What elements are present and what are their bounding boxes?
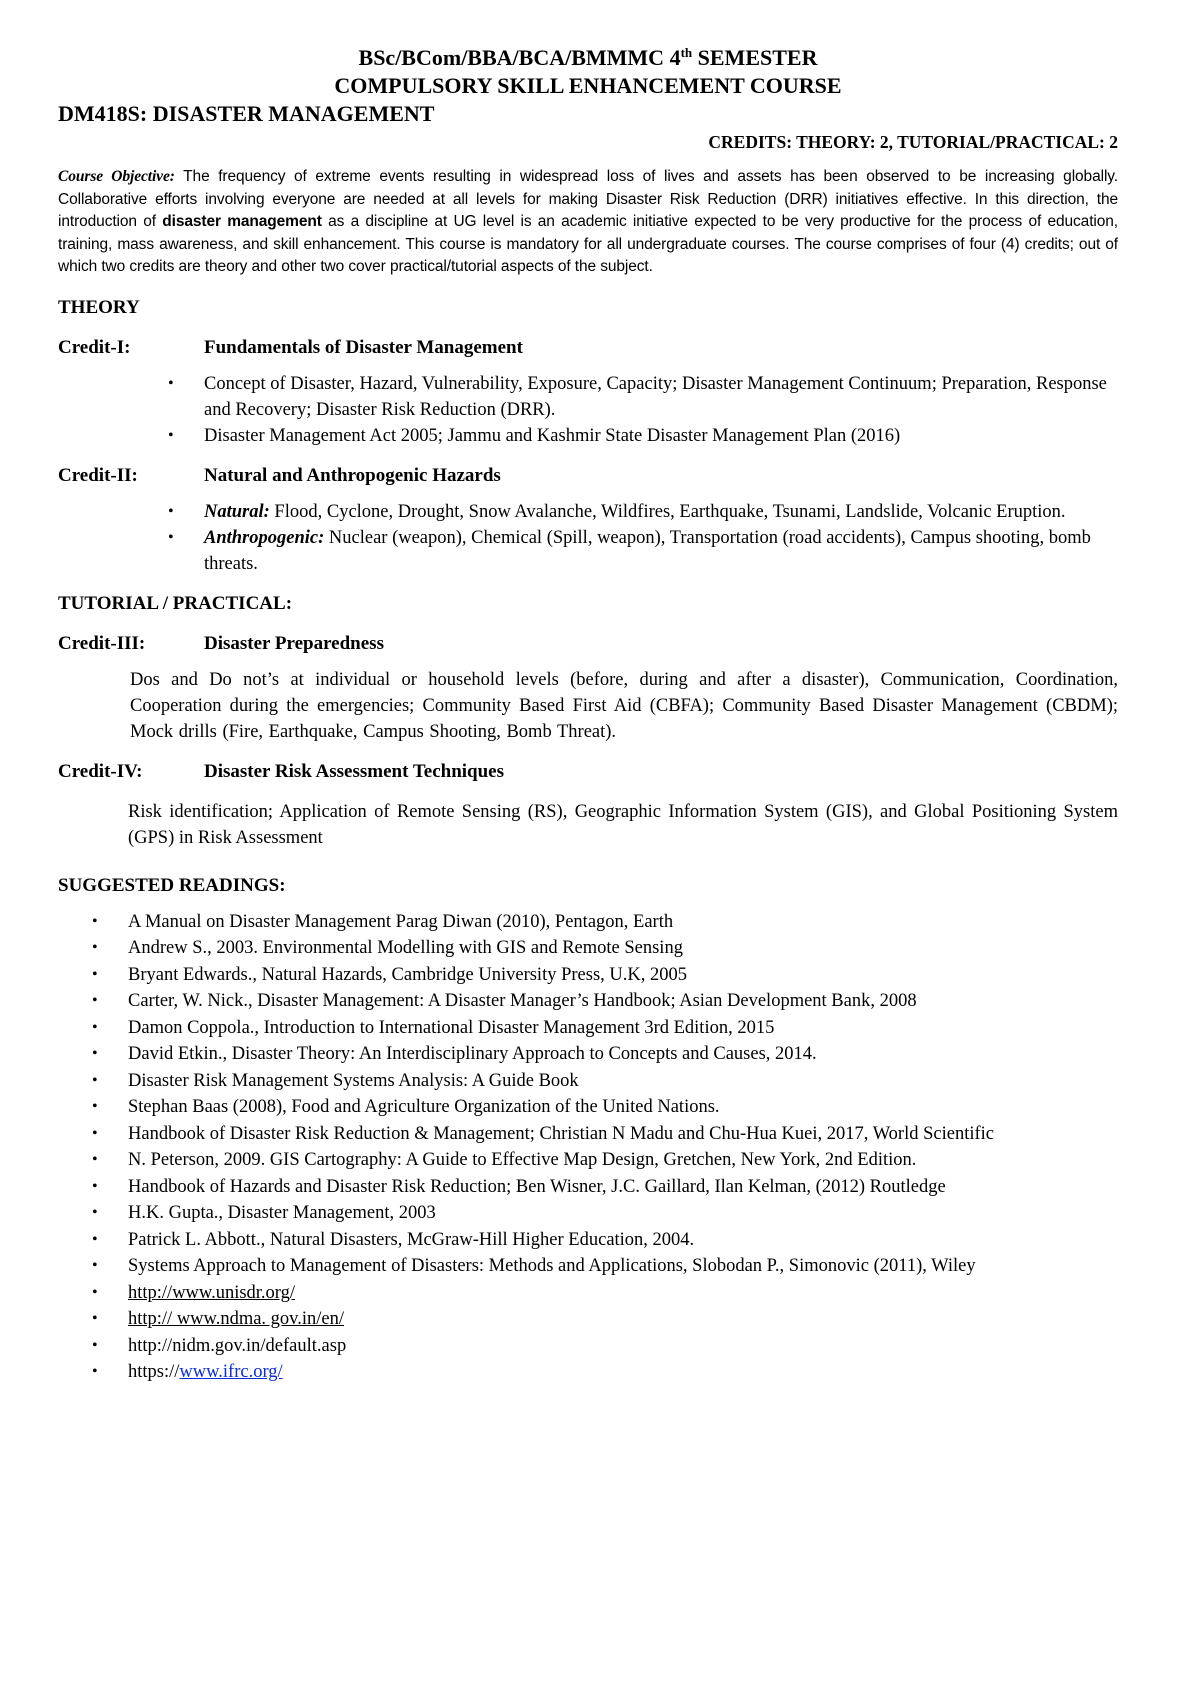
list-item bbox=[204, 525, 1118, 577]
document-page bbox=[58, 44, 1118, 1386]
credit-2-heading bbox=[58, 463, 1118, 489]
credit-4-text: Risk identification; Application of Remote Sensing (RS), Geographic Information System (GIS), and Global Positioning System (GPS) in Risk Assessment bbox=[128, 801, 1118, 848]
nidm-link-text[interactable]: http://nidm.gov.in/default.asp bbox=[128, 1335, 347, 1356]
credit-4-title: Disaster Risk Assessment Techniques bbox=[204, 760, 505, 782]
semester-heading bbox=[58, 44, 1118, 72]
course-objective-emphasis: disaster management bbox=[162, 213, 322, 230]
course-objective-text-2: as a discipline at UG level is an academic initiative expected to be very productive for the process of education, training, mass awareness, and skill enhancement. This course is mandatory for all undergraduate courses. The course comprises of four (4) credits; out of which two credits are theory and other two cover practical/tutorial aspects of the subject. bbox=[58, 213, 1118, 275]
credit-1-title: Fundamentals of Disaster Management bbox=[204, 336, 523, 358]
credit-2-title: Natural and Anthropogenic Hazards bbox=[204, 464, 501, 486]
readings-heading: SUGGESTED READINGS: bbox=[58, 874, 286, 896]
list-item: • Patrick L. Abbott., Natural Disasters, McGraw-Hill Higher Education, 2004. bbox=[128, 1227, 1118, 1254]
ifrc-prefix: https:// bbox=[128, 1362, 180, 1382]
semester-heading-text: BSc/BCom/BBA/BCA/BMMMC 4 bbox=[358, 45, 681, 70]
credits-line: CREDITS: THEORY: 2, TUTORIAL/PRACTICAL: 2 bbox=[708, 132, 1118, 152]
list-item: • Handbook of Disaster Risk Reduction & Management; Christian N Madu and Chu-Hua Kuei, 2017, World Scientific bbox=[128, 1121, 1118, 1148]
course-objective-text-1: The frequency of extreme events resulting in widespread loss of lives and assets has been observed to be increasing globally. Collaborative efforts involving everyone are needed at all levels for making Disaster Risk Reduction (DRR) initiatives effective. In this direction, the introduction of bbox=[58, 168, 1118, 230]
list-item: • Disaster Risk Management Systems Analysis: A Guide Book bbox=[128, 1068, 1118, 1095]
course-objective-label: Course Objective: bbox=[58, 168, 175, 185]
list-item: • Disaster Management Act 2005; Jammu and Kashmir State Disaster Management Plan (2016) bbox=[204, 423, 1118, 449]
list-item bbox=[204, 499, 1118, 525]
anthropogenic-text: Nuclear (weapon), Chemical (Spill, weapon), Transportation (road accidents), Campus shooting, bomb threats. bbox=[204, 527, 1091, 574]
natural-label: Natural: bbox=[204, 501, 270, 522]
credit-4-heading bbox=[58, 759, 1118, 785]
credit-1-heading bbox=[58, 335, 1118, 361]
list-item bbox=[128, 1280, 1118, 1307]
course-title: DM418S: DISASTER MANAGEMENT bbox=[58, 101, 435, 126]
list-item: • A Manual on Disaster Management Parag Diwan (2010), Pentagon, Earth bbox=[128, 909, 1118, 936]
unisdr-link[interactable]: http://www.unisdr.org/ bbox=[128, 1282, 296, 1303]
list-item: • Stephan Baas (2008), Food and Agriculture Organization of the United Nations. bbox=[128, 1094, 1118, 1121]
credit-4-label: Credit-IV: bbox=[58, 760, 143, 782]
list-item: • Andrew S., 2003. Environmental Modelling with GIS and Remote Sensing bbox=[128, 935, 1118, 962]
tutorial-heading: TUTORIAL / PRACTICAL: bbox=[58, 592, 293, 614]
credit-2-list bbox=[58, 499, 1118, 577]
semester-ordinal-suffix: th bbox=[680, 45, 693, 60]
credit-3-label: Credit-III: bbox=[58, 632, 146, 654]
ifrc-link[interactable]: www.ifrc.org/ bbox=[179, 1362, 283, 1382]
list-item: • David Etkin., Disaster Theory: An Interdisciplinary Approach to Concepts and Causes, 2014. bbox=[128, 1041, 1118, 1068]
natural-text: Flood, Cyclone, Drought, Snow Avalanche, Wildfires, Earthquake, Tsunami, Landslide, Volcanic Eruption. bbox=[269, 501, 1066, 522]
course-objective bbox=[58, 166, 1118, 279]
credit-1-label: Credit-I: bbox=[58, 336, 131, 358]
list-item: • N. Peterson, 2009. GIS Cartography: A Guide to Effective Map Design, Gretchen, New York, 2nd Edition. bbox=[128, 1147, 1118, 1174]
credit-2-label: Credit-II: bbox=[58, 464, 138, 486]
credit-3-heading bbox=[58, 631, 1118, 657]
credit-1-list bbox=[58, 371, 1118, 449]
list-item bbox=[128, 1306, 1118, 1333]
course-category-heading: COMPULSORY SKILL ENHANCEMENT COURSE bbox=[334, 73, 842, 98]
readings-list bbox=[58, 909, 1118, 1386]
list-item: • Systems Approach to Management of Disasters: Methods and Applications, Slobodan P., Simonovic (2011), Wiley bbox=[128, 1253, 1118, 1280]
credit-3-text: Dos and Do not’s at individual or household levels (before, during and after a disaster), Communication, Coordination, Cooperation during the emergencies; Community Based First Aid (CBFA); Community Based Disaster Management (CBDM); Mock drills (Fire, Earthquake, Campus Shooting, Bomb Threat). bbox=[130, 669, 1118, 742]
semester-heading-suffix: SEMESTER bbox=[692, 45, 818, 70]
list-item bbox=[128, 1359, 1118, 1386]
theory-heading: THEORY bbox=[58, 296, 140, 318]
list-item: • Damon Coppola., Introduction to International Disaster Management 3rd Edition, 2015 bbox=[128, 1015, 1118, 1042]
list-item: • Concept of Disaster, Hazard, Vulnerability, Exposure, Capacity; Disaster Management Continuum; Preparation, Response and Recovery; Disaster Risk Reduction (DRR). bbox=[204, 371, 1118, 423]
list-item: • Carter, W. Nick., Disaster Management: A Disaster Manager’s Handbook; Asian Development Bank, 2008 bbox=[128, 988, 1118, 1015]
list-item: • Handbook of Hazards and Disaster Risk Reduction; Ben Wisner, J.C. Gaillard, Ilan Kelman, (2012) Routledge bbox=[128, 1174, 1118, 1201]
list-item bbox=[128, 1333, 1118, 1360]
list-item: • Bryant Edwards., Natural Hazards, Cambridge University Press, U.K, 2005 bbox=[128, 962, 1118, 989]
credit-3-title: Disaster Preparedness bbox=[204, 632, 384, 654]
anthropogenic-label: Anthropogenic: bbox=[204, 527, 325, 548]
ndma-link[interactable]: http:// www.ndma. gov.in/en/ bbox=[128, 1309, 344, 1329]
list-item: • H.K. Gupta., Disaster Management, 2003 bbox=[128, 1200, 1118, 1227]
